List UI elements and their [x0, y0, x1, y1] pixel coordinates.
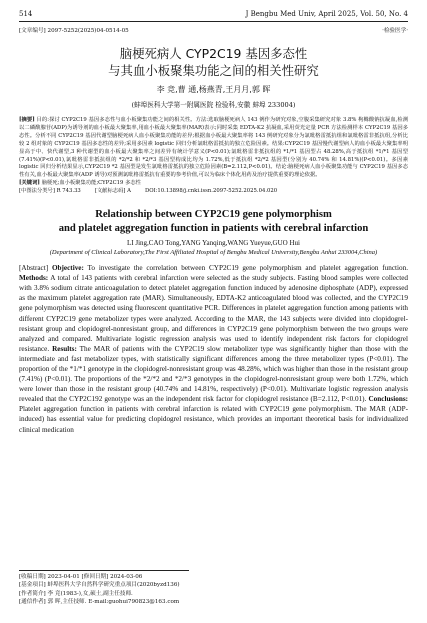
article-number-row: [19, 26, 408, 34]
clc-number: [中图法分类号] R 743.33: [19, 188, 81, 195]
objective-text: To investigate the correlation between CYP2C19 gene polymorphism and platelet aggregation function.: [83, 264, 408, 273]
footnote-corresponding: [通信作者] 郭 晖,主任技师. E-mail:guohui790823@163.com: [19, 599, 180, 606]
chinese-affiliation: (蚌埠医科大学第一附属医院 检验科,安徽 蚌埠 233004): [131, 101, 296, 109]
document-code: [文献标志码] A: [94, 188, 131, 195]
chinese-title: [19, 45, 408, 79]
methods-text: A total of 143 patients with cerebral infarction were selected as the study subjects. Fasting blood samples were collected with 3.8% sodium citrate anticoagulation to detect platelet aggregation function induced by adenosine diphosphate (ADP), expressed as the maximum platelet aggregation rate (MAR). Simultaneously, EDTA-K2 anticoagulated blood was collected, and the CYP2C19 gene polymorphism was detected using fluorescent quantitative PCR. Differences in platelet aggregation function among patients with different CYP2C19 gene metabolizer types were analyzed. According to the MAR, the 143 subjects were divided into clopidogrel-resistant group and clopidogrel-nonresistant group, and differences in CYP2C19 gene polymorphism between the two groups were analyzed and compared. Multivariate logistic regression analysis was used to identify independent risk factors for clopidogrel resistance.: [19, 274, 408, 353]
running-header: [19, 10, 408, 19]
article-number: [文章编号] 2097-5252(2025)04-0514-05: [19, 28, 129, 34]
english-title-line1: Relationship between CYP2C19 gene polymorphism: [95, 209, 332, 221]
chinese-keywords-text: 脑梗死;血小板聚集功能;CYP2C19 多态性: [41, 180, 141, 187]
section-label: ·检验医学·: [382, 28, 408, 34]
footnote-rule: [19, 570, 189, 571]
classification-row: [19, 188, 408, 196]
chinese-title-line2: 与其血小板聚集功能之间的相关性研究: [108, 63, 319, 78]
results-label: Results:: [52, 344, 77, 353]
english-abstract: [19, 263, 408, 435]
english-title: [19, 208, 408, 235]
journal-citation: J Bengbu Med Univ, April 2025, Vol. 50, No. 4: [245, 10, 408, 18]
chinese-keywords: [19, 180, 408, 188]
footnote-author: [作者简介] 李 竞(1983-),女,硕士,副主任技师.: [19, 590, 133, 597]
header-rule: [19, 21, 408, 22]
english-abstract-label: [Abstract]: [19, 264, 49, 273]
chinese-title-line1: 脑梗死病人 CYP2C19 基因多态性: [119, 46, 308, 61]
page-number: 514: [19, 10, 33, 18]
results-text: The MAR of patients with the CYP2C19 slow metabolizer type was significantly higher than those with the intermediate and fast metabolizer types, with statistically significant differences among the three metabolizer types (P<0.01). The proportion of the *1/*1 genotype in the clopidogrel-nonresistant group was 48.28%, which was higher than those in the resistant group (7.41%) (P<0.01). The proportions of the *2/*2 and *2/*3 genotypes in the clopidogrel-nonresistant group were both 1.72%, which were lower than those in the resistant group (40.74% and 14.81%, respectively) (P<0.01). Multivariate logistic regression analysis revealed that the CYP2C192 genotype was an the independent risk factor for clopidogrel resistance (B=2.112, P<0.01).: [19, 344, 408, 404]
footnote-fund: [基金项目] 蚌埠医科大学自然科学研究重点项目(2020byzd136): [19, 582, 180, 589]
footnote-received: [收稿日期] 2023-04-01 [修回日期] 2024-03-06: [19, 574, 143, 580]
footnotes: [19, 570, 408, 607]
chinese-abstract: [19, 117, 408, 180]
english-title-line2: and platelet aggregation function in patients with cerebral infarction: [58, 222, 369, 234]
conclusions-text: Platelet aggregation function in patients with cerebral infarction is related with CYP2C19 gene polymorphism. The MAR (ADP-induced) has essential value for predicting clopidogrel resistance, which provides an important theoretical basis for individualized clinical medication: [19, 405, 408, 434]
english-authors: LI Jing,CAO Tong,YANG Yanqing,WANG Yueyue,GUO Hui: [127, 239, 300, 248]
methods-label: Methods:: [19, 274, 49, 283]
conclusions-label: Conclusions:: [368, 395, 409, 404]
english-affiliation: (Department of Clinical Laboratory,The First Affiliated Hospital of Bengbu Medical University,Bengbu Anhui 233004,China): [49, 249, 378, 257]
chinese-authors: 李 竞,曹 通,杨燕青,王月月,郭 晖: [156, 85, 271, 94]
chinese-keywords-label: [关键词]: [19, 180, 40, 187]
chinese-abstract-text: 目的:探讨 CYP2C19 基因多态性与血小板聚集功能之间的相关性。方法:选取脑梗死病人 143 例作为研究对象,空腹采集研究对象 3.8% 枸橼酸钠抗凝血,检测以二磷酸腺苷(ADP)为诱导剂的血小板最大聚集率,用血小板最大聚集率(MAR)表示;同时采集 EDTA-K2 抗凝血,采用荧光定量 PCR 方法检测样本 CYP2C19 基因多态性。分析不同 CYP2C19 基因代谢型脑梗死病人血小板聚集功能的差异;根据血小板最大聚集率将 143 例研究对象分为氯吡格雷抵抗组和氯吡格雷非抵抗组,分析比较 2 组对象的 CYP2C19 基因多态性的差异;采用多因素 logistic 回归分析氯吡格雷抵抗的独立危险因素。结果:CYP2C19 基因慢代谢型病人的血小板最大聚集率明显高于中、快代谢型,3 种代谢型的血小板最大聚集率之间差异有统计学意义(P<0.01);氯吡格雷非抵抗组的 *1/*1 基因型占 48.28%,高于抵抗组 *1/*1 基因型(7.41%)(P<0.01),氯吡格雷非抵抗组的 *2/*2 和 *2/*3 基因型构成比均为 1.72%,低于抵抗组 *2/*2 基因型(分别为 40.74% 和 14.81%)(P<0.01)。多因素 logistic 回归分析结果显示,CYP2C19 *2 基因型是发生氯吡格雷抵抗的独立危险因素(B=2.112,P<0.01)。结论:脑梗死病人血小板聚集功能与 CYP2C19 基因多态性有关,血小板最大聚集率(ADP 诱导)对预测氯吡格雷抵抗有重要的参考价值,可以为临床个体化用药及治疗提供重要的理论依据。: [19, 117, 409, 179]
chinese-abstract-label: [摘要]: [19, 117, 35, 123]
objective-label: Objective:: [51, 264, 84, 273]
doi: DOI:10.13898/j.cnki.issn.2097-5252.2025.04.020: [144, 188, 278, 195]
